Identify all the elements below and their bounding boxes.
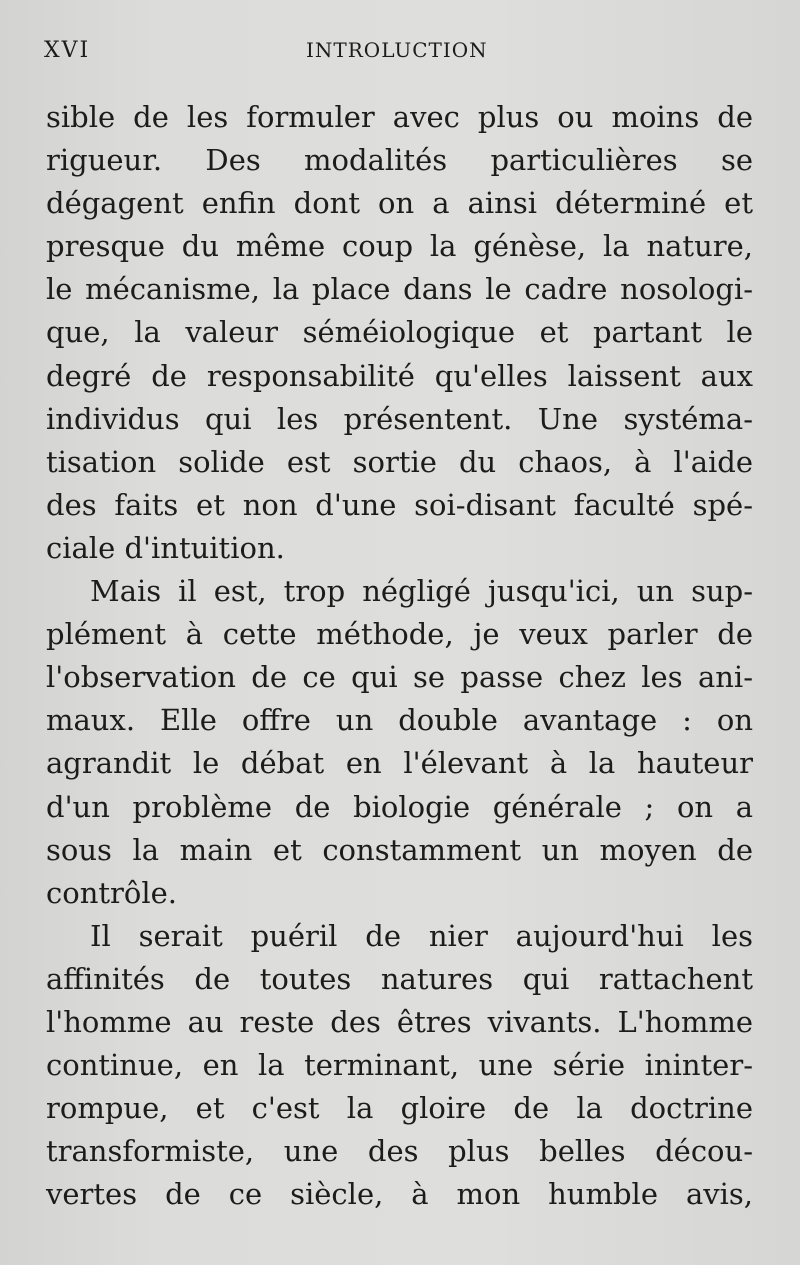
- page-header: [44, 34, 756, 70]
- text-line: des faits et non d'une soi-disant faculté spé-: [46, 487, 753, 522]
- text-line: plément à cette méthode, je veux parler de: [46, 617, 753, 652]
- text-line: l'observation de ce qui se passe chez les ani-: [46, 660, 753, 695]
- text-line: d'un problème de biologie générale ; on a: [46, 789, 753, 824]
- body-text: [46, 96, 753, 1216]
- paragraph-end-line: contrôle.: [46, 875, 178, 910]
- page-number: XVI: [44, 38, 91, 63]
- text-line: rompue, et c'est la gloire de la doctrine: [46, 1091, 753, 1126]
- paragraph-start-line: Mais il est, trop négligé jusqu'ici, un sup-: [90, 574, 753, 609]
- text-line: agrandit le débat en l'élevant à la hauteur: [46, 746, 753, 781]
- text-line: tisation solide est sortie du chaos, à l'aide: [46, 444, 753, 479]
- paragraph-end-line: ciale d'intuition.: [46, 530, 285, 565]
- text-line: que, la valeur séméiologique et partant le: [46, 315, 753, 350]
- text-line: affinités de toutes natures qui rattachent: [46, 961, 753, 996]
- text-line: dégagent enfin dont on a ainsi déterminé et: [46, 186, 753, 221]
- paragraph-start-line: Il serait puéril de nier aujourd'hui les: [90, 918, 753, 953]
- text-line: sible de les formuler avec plus ou moins de: [46, 100, 753, 134]
- text-line: degré de responsabilité qu'elles laissent aux: [46, 358, 753, 393]
- text-line: presque du même coup la génèse, la nature,: [46, 229, 753, 264]
- text-line: sous la main et constamment un moyen de: [46, 832, 753, 867]
- running-title: INTROLUCTION: [306, 38, 488, 62]
- text-line: individus qui les présentent. Une systéma-: [46, 401, 753, 436]
- text-line: l'homme au reste des êtres vivants. L'homme: [46, 1004, 753, 1039]
- text-line: maux. Elle offre un double avantage : on: [46, 703, 753, 738]
- text-line: le mécanisme, la place dans le cadre nosologi-: [46, 272, 753, 307]
- text-line: continue, en la terminant, une série ininter-: [46, 1048, 753, 1083]
- text-line: vertes de ce siècle, à mon humble avis,: [46, 1177, 753, 1212]
- text-line: transformiste, une des plus belles décou-: [46, 1134, 753, 1169]
- text-line: rigueur. Des modalités particulières se: [46, 143, 753, 178]
